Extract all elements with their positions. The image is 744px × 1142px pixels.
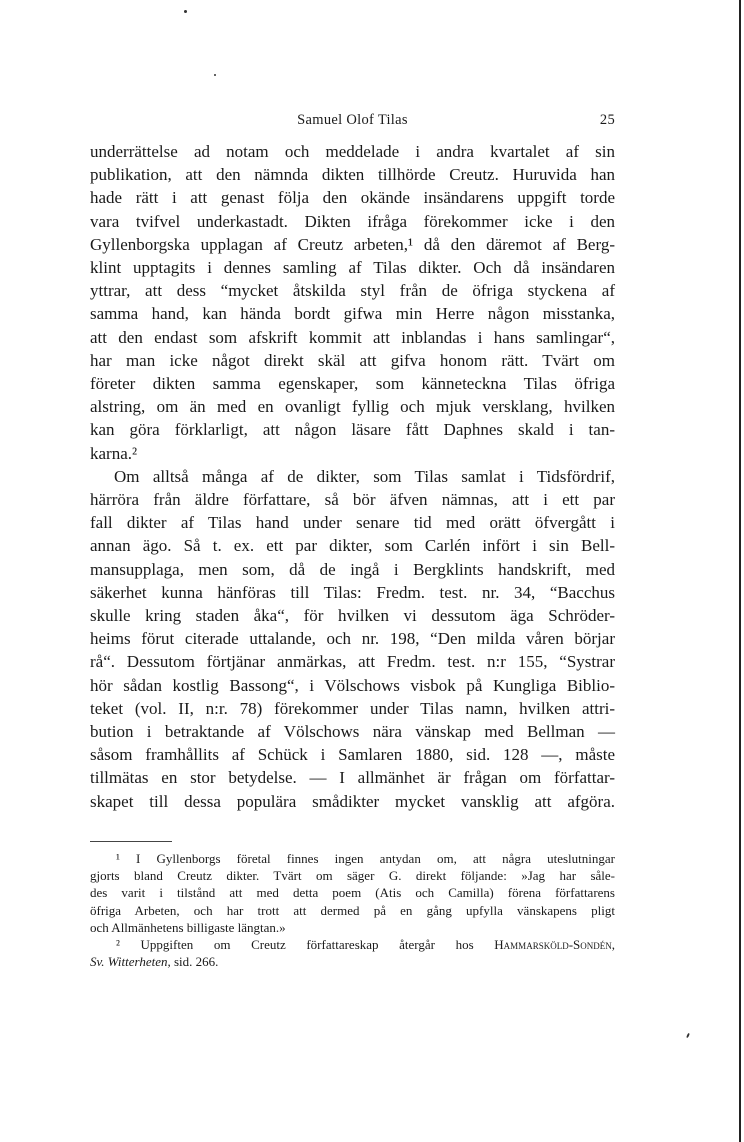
footnotes	[90, 850, 615, 970]
text-line: rå“. Dessutom förtjänar anmärkas, att Fredm. test. n:r 155, “Systrar	[90, 652, 615, 672]
text-line: kan göra förklarligt, att någon läsare fått Daphnes skald i tan-	[90, 420, 615, 440]
text-line: hade rätt i att genast följa den okände insändarens uppgift torde	[90, 188, 615, 208]
text-line: heims förut citerade uttalande, och nr. 198, “Den milda våren börjar	[90, 629, 615, 649]
text-line: företer dikten samma egenskaper, som känneteckna Tilas öfriga	[90, 374, 615, 394]
text-line: samma hand, kan hända bordt gifwa min Herre någon misstanka,	[90, 304, 615, 324]
footnote-line: ¹ I Gyllenborgs företal finnes ingen antydan om, att några uteslutningar	[116, 851, 615, 866]
footnote-line: des varit i tilstånd att med detta poem (Atis och Camilla) förena författarens	[90, 885, 615, 901]
footnote-text: sid. 266.	[170, 954, 219, 970]
footnote-line: gjorts bland Creutz dikter. Tvärt om säger G. direkt följande: »Jag har såle-	[90, 868, 615, 884]
running-head: Samuel Olof Tilas	[297, 112, 408, 128]
footnote-line: öfriga Arbeten, och har trott att dermed på en gång upfylla vänskapens pligt	[90, 902, 615, 918]
page-edge-rule	[739, 0, 741, 1142]
text-line: teket (vol. II, n:r. 78) förekommer under Tilas namn, hvilken attri-	[90, 698, 615, 718]
text-line: annan ägo. Så t. ex. ett par dikter, som Carlén infört i sin Bell-	[90, 536, 615, 556]
text-line: hör sådan kostlig Bassong“, i Völschows visbok på Kungliga Biblio-	[90, 675, 615, 695]
footnote-line	[90, 953, 615, 970]
paragraph-1	[90, 140, 615, 465]
ink-speck	[214, 74, 216, 76]
footnote-1	[90, 850, 615, 936]
text-line: vara tvifvel underkastadt. Dikten ifråga förekommer icke i den	[90, 211, 615, 231]
footnote-2	[90, 936, 615, 970]
text-line: alstring, om än med en ovanligt fyllig och mjuk versklang, hvilken	[90, 397, 615, 417]
text-line: att den endast som afskrift kommit att inblandas i hans samlingar“,	[90, 327, 615, 347]
text-line: tillmätas en stor betydelse. — I allmänhet är frågan om författar-	[90, 768, 615, 788]
page-header	[90, 108, 615, 132]
cited-author: Hammarsköld-Sondén	[494, 937, 612, 953]
text-line: klint upptagits i dennes samling af Tilas dikter. Och då insändaren	[90, 258, 615, 278]
footnote-text: Uppgiften om Creutz författareskap återgår hos	[119, 937, 495, 953]
cited-work: Sv. Witterheten,	[90, 954, 171, 970]
text-line: skulle kring staden åka“, för hvilken vi dessutom äga Schröder-	[90, 606, 615, 626]
ink-speck	[686, 1033, 690, 1038]
text-line: yttrar, att dess “mycket åtskilda styl från de öfriga styckena af	[90, 281, 615, 301]
text-line: härröra från äldre författare, så bör äfven nämnas, att i ett par	[90, 490, 615, 510]
text-line: underrättelse ad notam och meddelade i andra kvartalet af sin	[90, 142, 615, 161]
footnote-line: och Allmänhetens billigaste längtan.»	[90, 919, 286, 935]
footnote-line	[90, 936, 615, 953]
text-line: har man icke något direkt skäl att gifva honom rätt. Tvärt om	[90, 350, 615, 370]
paragraph-2	[90, 465, 615, 813]
footnote-rule	[90, 841, 172, 842]
text-line: mansupplaga, men som, då de ingå i Bergklints handskrift, med	[90, 559, 615, 579]
ink-speck	[184, 10, 187, 13]
text-line: säkerhet kunna hänföras till Tilas: Fredm. test. nr. 34, “Bacchus	[90, 582, 615, 602]
text-line: Gyllenborgska upplagan af Creutz arbeten,¹ då den däremot af Berg-	[90, 234, 615, 254]
text-line: karna.²	[90, 443, 138, 463]
page-number: 25	[599, 112, 615, 128]
body-text	[90, 140, 615, 813]
text-line: såsom framhållits af Schück i Samlaren 1880, sid. 128 —, måste	[90, 745, 615, 765]
text-line: bution i betraktande af Völschows nära vänskap med Bellman —	[90, 722, 615, 742]
text-line: fall dikter af Tilas hand under senare tid med orätt öfvergått i	[90, 513, 615, 533]
text-line: publikation, att den nämnda dikten tillhörde Creutz. Huruvida han	[90, 165, 615, 185]
footnote-text: ,	[611, 937, 615, 953]
footnote-mark: ²	[116, 937, 120, 953]
text-line: skapet till dessa populära smådikter mycket vansklig att afgöra.	[90, 791, 615, 811]
text-line: Om alltså många af de dikter, som Tilas samlat i Tidsfördrif,	[114, 466, 615, 486]
